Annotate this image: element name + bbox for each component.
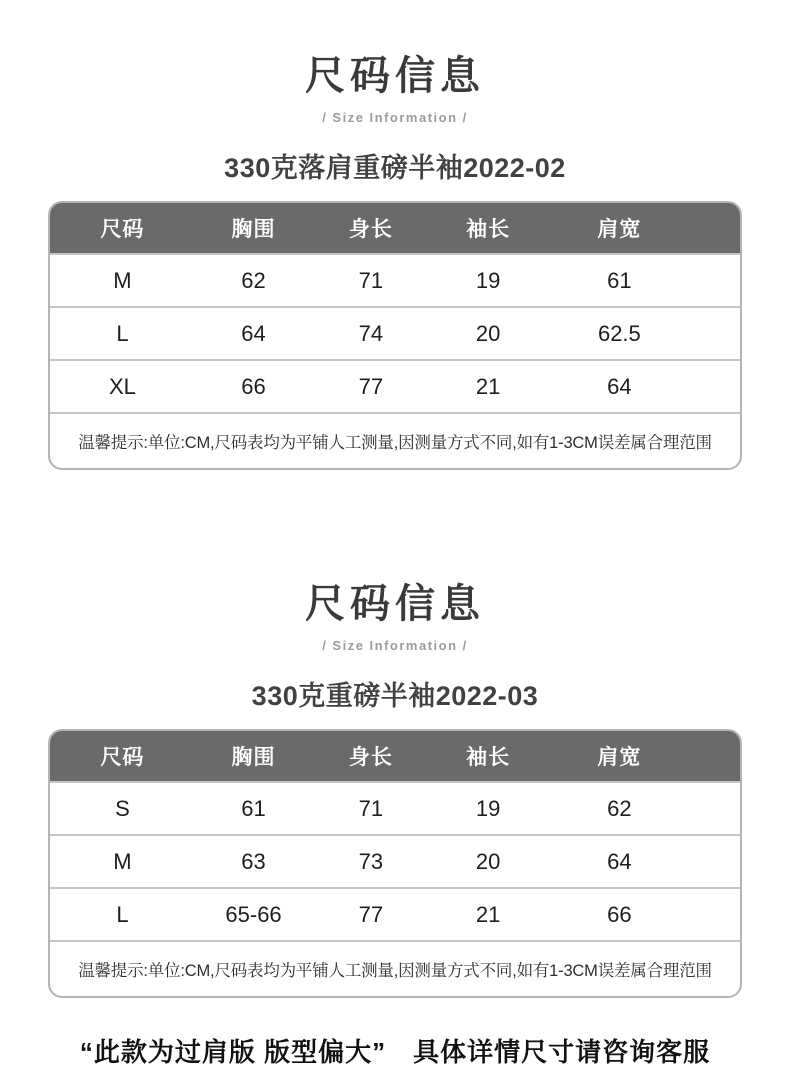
footer-note: “此款为过肩版 版型偏大” 具体详情尺寸请咨询客服 (79, 1037, 711, 1067)
cell-shoulder: 62 (607, 795, 632, 821)
table-note: 温馨提示:单位:CM,尺码表均为平铺人工测量,因测量方式不同,如有1-3CM误差属合理范围 (50, 940, 740, 996)
size-section-1 (0, 0, 790, 470)
column-header-chest: 胸围 (231, 746, 276, 769)
cell-chest: 61 (241, 795, 266, 821)
size-info-subheading: / Size Information / (322, 110, 468, 125)
table-header-row (50, 203, 740, 253)
table-row (50, 781, 740, 834)
table-row (50, 834, 740, 887)
cell-shoulder: 66 (607, 901, 632, 927)
cell-sleeve: 20 (475, 848, 501, 874)
product-table-title: 330克重磅半袖2022-03 (251, 681, 539, 711)
size-section-2 (0, 572, 790, 998)
cell-size: M (113, 267, 132, 293)
column-header-shoulder: 肩宽 (597, 746, 642, 769)
size-table-1 (48, 201, 742, 470)
table-row (50, 306, 740, 359)
column-header-sleeve: 袖长 (466, 218, 511, 241)
cell-size: S (115, 795, 130, 821)
table-note: 温馨提示:单位:CM,尺码表均为平铺人工测量,因测量方式不同,如有1-3CM误差属合理范围 (50, 412, 740, 468)
cell-sleeve: 21 (475, 901, 501, 927)
column-header-size: 尺码 (100, 746, 145, 769)
cell-shoulder: 61 (607, 267, 632, 293)
cell-chest: 66 (241, 373, 266, 399)
cell-shoulder: 62.5 (597, 320, 641, 346)
cell-size: L (116, 901, 129, 927)
cell-sleeve: 20 (475, 320, 501, 346)
table-row (50, 359, 740, 412)
cell-size: L (116, 320, 129, 346)
column-header-chest: 胸围 (231, 218, 276, 241)
column-header-shoulder: 肩宽 (597, 218, 642, 241)
cell-sleeve: 19 (475, 795, 501, 821)
column-header-size: 尺码 (100, 218, 145, 241)
size-table-2 (48, 729, 742, 998)
column-header-length: 身长 (348, 218, 393, 241)
cell-chest: 64 (241, 320, 266, 346)
column-header-length: 身长 (348, 746, 393, 769)
cell-chest: 65-66 (225, 901, 282, 927)
cell-length: 71 (358, 267, 384, 293)
cell-length: 71 (358, 795, 384, 821)
table-row (50, 887, 740, 940)
cell-chest: 63 (241, 848, 266, 874)
cell-size: XL (108, 373, 136, 399)
size-info-subheading: / Size Information / (322, 638, 468, 653)
cell-shoulder: 64 (607, 373, 632, 399)
table-header-row (50, 731, 740, 781)
product-table-title: 330克落肩重磅半袖2022-02 (224, 153, 566, 183)
cell-shoulder: 64 (607, 848, 632, 874)
cell-size: M (113, 848, 132, 874)
cell-chest: 62 (241, 267, 266, 293)
column-header-sleeve: 袖长 (466, 746, 511, 769)
table-row (50, 253, 740, 306)
cell-length: 74 (358, 320, 384, 346)
cell-sleeve: 19 (475, 267, 501, 293)
cell-length: 77 (358, 901, 384, 927)
cell-sleeve: 21 (475, 373, 501, 399)
size-info-heading: 尺码信息 (305, 582, 485, 626)
cell-length: 73 (358, 848, 384, 874)
cell-length: 77 (358, 373, 384, 399)
size-info-heading: 尺码信息 (305, 54, 485, 98)
